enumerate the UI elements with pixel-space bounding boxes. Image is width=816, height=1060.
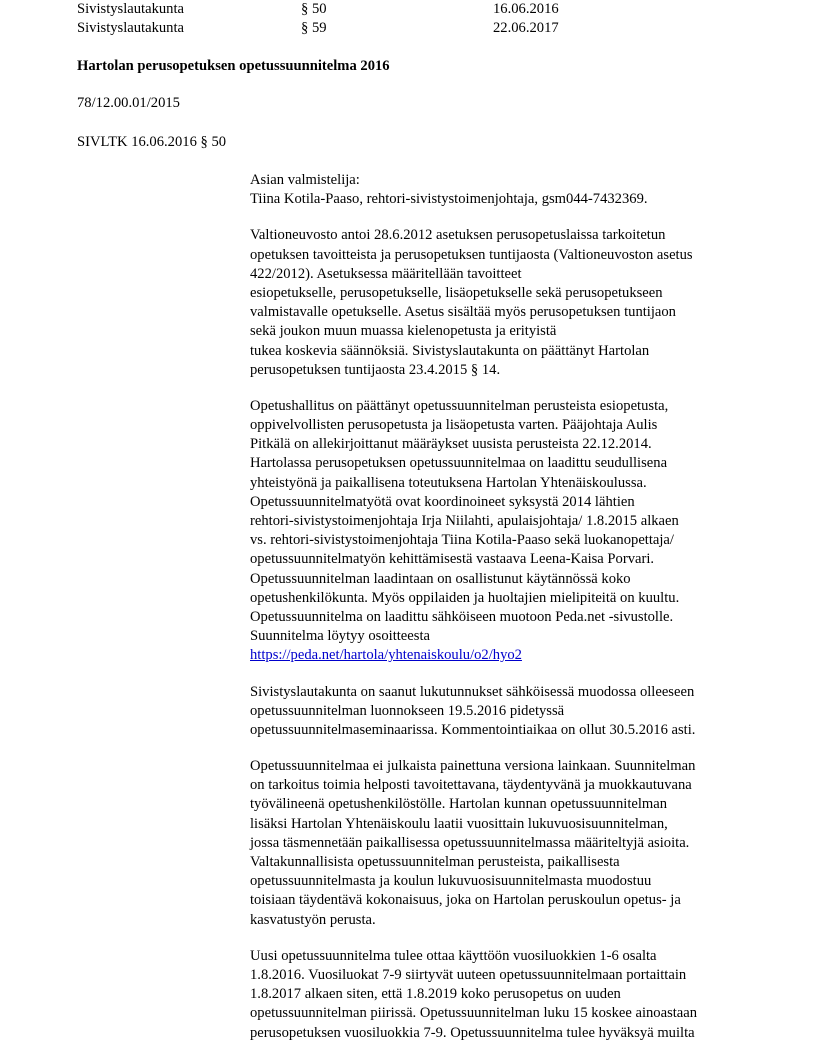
document-title: Hartolan perusopetuksen opetussuunnitelma 2016 — [77, 58, 390, 74]
text-line: opetussuunnitelman luonnokseen 19.5.2016 pidetyssä — [250, 702, 565, 719]
text-line: esiopetukselle, perusopetukselle, lisäopetukselle sekä perusopetukseen — [250, 284, 663, 301]
text-line: vs. rehtori-sivistystoimenjohtaja Tiina Kotila-Paaso sekä luokanopettaja/ — [250, 532, 674, 549]
history-date: 22.06.2017 — [493, 20, 559, 37]
history-row — [77, 0, 777, 19]
meeting-reference: SIVLTK 16.06.2016 § 50 — [77, 134, 227, 150]
text-line: Suunnitelma löytyy osoitteesta — [250, 628, 430, 645]
text-line: Tiina Kotila-Paaso, rehtori-sivistystoimenjohtaja, gsm044-7432369. — [250, 191, 648, 208]
paragraph — [250, 226, 770, 380]
history-row — [77, 19, 777, 38]
text-line: Opetushallitus on päättänyt opetussuunnitelman perusteista esiopetusta, — [250, 397, 669, 414]
text-line: opetussuunnitelman piirissä. Opetussuunnitelman luku 15 koskee ainoastaan — [250, 1005, 698, 1022]
text-line: perusopetuksen tuntijaosta 23.4.2015 § 14. — [250, 361, 501, 378]
text-line: sekä joukon muun muassa kielenopetusta ja erityistä — [250, 323, 557, 340]
text-line: jossa täsmennetään paikallisessa opetussuunnitelmassa määriteltyjä asioita. — [250, 834, 690, 851]
text-line: opetuksen tavoitteista ja perusopetuksen tuntijaosta (Valtioneuvoston asetus — [250, 246, 693, 263]
history-body: Sivistyslautakunta — [77, 1, 185, 17]
text-line: lisäksi Hartolan Yhtenäiskoulu laatii vuosittain lukuvuosisuunnitelman, — [250, 815, 668, 832]
history-section: § 59 — [301, 20, 327, 37]
text-line: Opetussuunnitelman laadintaan on osallistunut käytännössä koko — [250, 570, 631, 587]
paragraph — [250, 683, 770, 741]
text-line: oppivelvollisten perusopetusta ja lisäopetusta varten. Pääjohtaja Aulis — [250, 417, 658, 434]
text-line: opetussuunnitelmasta ja koulun lukuvuosisuunnitelmasta muodostuu — [250, 873, 652, 890]
text-line: Sivistyslautakunta on saanut lukutunnukset sähköisessä muodossa olleeseen — [250, 683, 695, 700]
paragraph — [250, 947, 770, 1043]
history-body: Sivistyslautakunta — [77, 20, 185, 37]
text-line: Asian valmistelija: — [250, 172, 360, 188]
text-line: 1.8.2016. Vuosiluokat 7-9 siirtyvät uuteen opetussuunnitelmaan portaittain — [250, 966, 687, 983]
text-line: perusopetuksen vuosiluokkia 7-9. Opetussuunnitelma tulee hyväksyä muilta — [250, 1024, 695, 1041]
text-line: on tarkoitus toimia helposti tavoitettavana, täydentyvänä ja muokkautuvana — [250, 777, 692, 794]
text-line: Uusi opetussuunnitelma tulee ottaa käyttöön vuosiluokkien 1-6 osalta — [250, 947, 657, 964]
text-line: Opetussuunnitelmaa ei julkaista painettuna versiona lainkaan. Suunnitelman — [250, 758, 696, 775]
paragraph — [250, 171, 770, 209]
text-line: opetussuunnitelmaseminaarissa. Kommentointiaikaa on ollut 30.5.2016 asti. — [250, 721, 696, 738]
document-body — [250, 171, 770, 1060]
text-line: tukea koskevia säännöksiä. Sivistyslautakunta on päättänyt Hartolan — [250, 342, 650, 359]
text-line: valmistavalle opetukselle. Asetus sisältää myös perusopetuksen tuntijaon — [250, 304, 676, 321]
text-line: rehtori-sivistystoimenjohtaja Irja Niilahti, apulaisjohtaja/ 1.8.2015 alkaen — [250, 513, 679, 529]
paragraph — [250, 757, 770, 930]
history-date: 16.06.2016 — [493, 1, 559, 17]
text-line: Pitkälä on allekirjoittanut määräykset uusista perusteista 22.12.2014. — [250, 436, 652, 453]
text-line: yhteistyönä ja paikallisena toteutuksena Hartolan Yhtenäiskoulussa. — [250, 474, 647, 491]
text-line: työvälineenä opetushenkilöstölle. Hartolan kunnan opetussuunnitelman — [250, 796, 668, 813]
text-line: Valtakunnallisista opetussuunnitelman perusteista, paikallisesta — [250, 854, 620, 870]
text-line — [250, 646, 770, 665]
text-line: toisiaan täydentävä kokonaisuus, joka on Hartolan peruskoulun opetus- ja — [250, 892, 681, 909]
text-line: opetushenkilökunta. Myös oppilaiden ja huoltajien mielipiteitä on kuultu. — [250, 589, 680, 606]
text-line: 1.8.2017 alkaen siten, että 1.8.2019 koko perusopetus on uuden — [250, 986, 621, 1003]
curriculum-link[interactable]: https://peda.net/hartola/yhtenaiskoulu/o2/hyo2 — [250, 647, 522, 664]
text-line: Opetussuunnitelma on laadittu sähköiseen muotoon Peda.net -sivustolle. — [250, 608, 674, 625]
history-section: § 50 — [301, 1, 327, 17]
text-line: Opetussuunnitelmatyötä ovat koordinoineet syksystä 2014 lähtien — [250, 493, 635, 510]
text-line: Hartolassa perusopetuksen opetussuunnitelmaa on laadittu seudullisena — [250, 455, 668, 472]
diary-number: 78/12.00.01/2015 — [77, 95, 180, 111]
paragraph — [250, 397, 770, 666]
processing-history — [77, 0, 777, 38]
text-line: Valtioneuvosto antoi 28.6.2012 asetuksen perusopetuslaissa tarkoitetun — [250, 227, 666, 244]
text-line: 422/2012). Asetuksessa määritellään tavoitteet — [250, 265, 522, 282]
text-line: kasvatustyön perusta. — [250, 911, 376, 928]
text-line: opetussuunnitelmatyön kehittämisestä vastaava Leena-Kaisa Porvari. — [250, 551, 655, 568]
